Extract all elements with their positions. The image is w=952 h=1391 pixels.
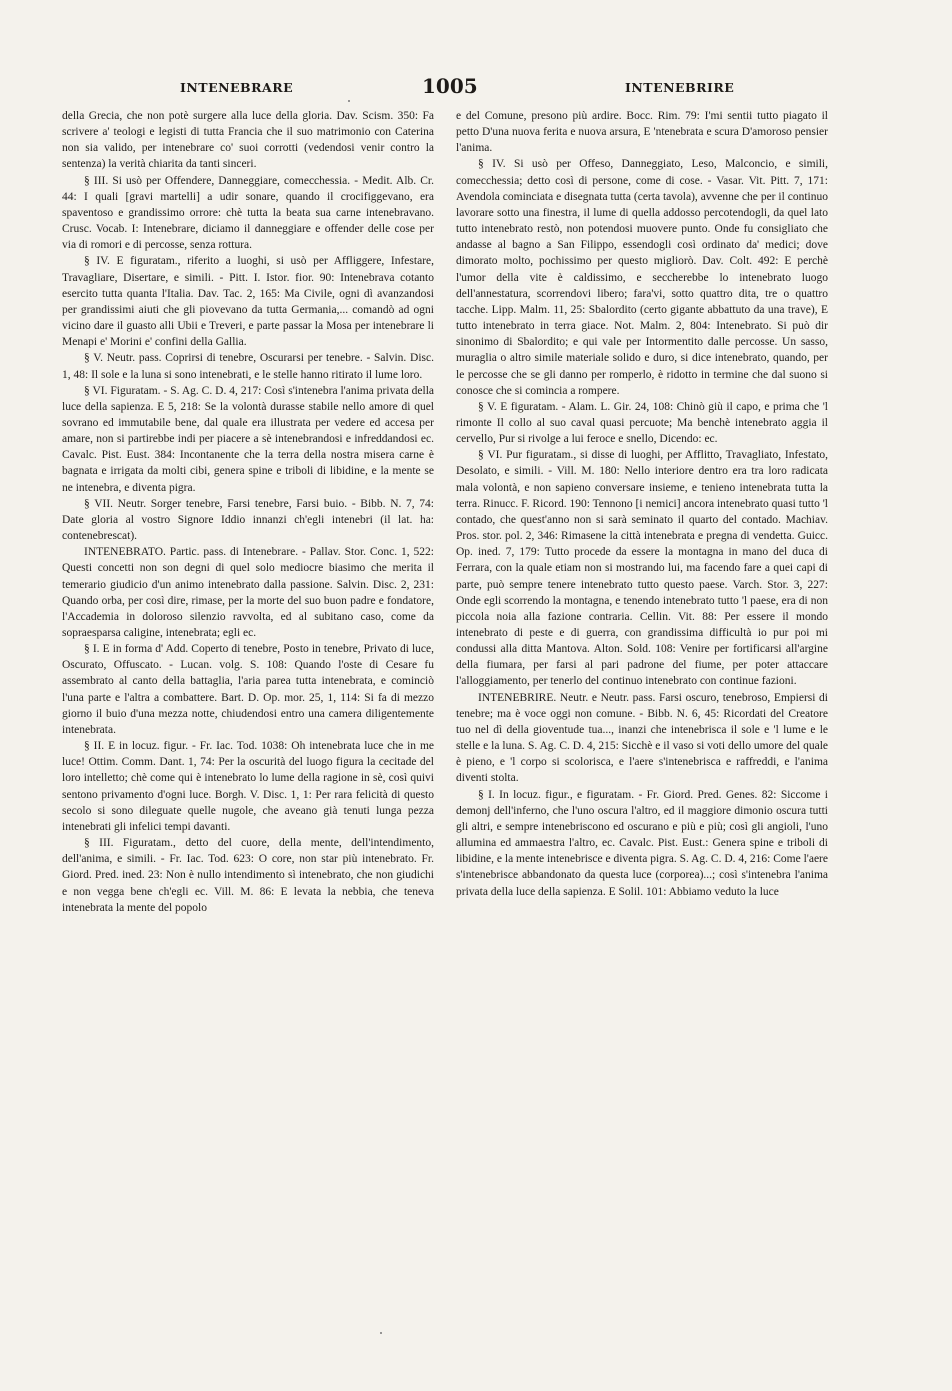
left-paragraph: § VI. Figuratam. - S. Ag. C. D. 4, 217: Così s'intenebra l'anima privata della luce della sapienza. E 5, 218: Se la volontà durasse stabile nello amore di quel sovrano ed immutabile bene, dal quale era illustrata per vedere ed accesa per amare, non si partirebbe indi per piacere a sè intenebrandosi e infreddandosi ec. Cavalc. Pist. Eust. 384: Incontanente che la terra della nostra misera carne è bagnata e irrigata da molti cibi, genera spine e triboli di libidine, e la mente se ne intenebra, e diventa pigra. [62, 384, 434, 494]
right-paragraph: e del Comune, presono più ardire. Bocc. Rim. 79: I'mi sentii tutto piagato il petto D'una nuova ferita e nuova arsura, E 'ntenebrata e scura D'amoroso pensier l'anima. [456, 110, 828, 155]
paper-speck [380, 1332, 382, 1334]
left-paragraph: § I. E in forma d' Add. Coperto di tenebre, Posto in tenebre, Privato di luce, Oscurato, Offuscato. - Lucan. volg. S. 108: Quando l'oste di Cesare fu assembrato al canto della battaglia, l'aria parea tutta intenebrata, e cominciò l'una parte e l'altra a combattere. Bart. D. Op. mor. 25, 1, 114: Si fa di mezzo giorno il buio d'una mezza notte, chiudendosi entro una camera diligentemente intenebrata. [62, 643, 434, 736]
entry-intenebrire: INTENEBRIRE. Neutr. e Neutr. pass. Farsi oscuro, tenebroso, Empiersi di tenebre; ma è voce oggi non comune. - Bibb. N. 6, 45: Ricordati del Creatore tuo nel dì della gioventude tua..., inanzi che intenebrisca il sole e 'l lume e le stelle e la luna. S. Ag. C. D. 4, 215: Sicchè e il vaso si voti dello umore del quale è pieno, e 'l corpo si scolorisca, e l'aere s'intenebrisca e raffreddi, e l'anima diventi stolta. [456, 691, 828, 785]
right-headword: INTENEBRIRE [625, 80, 735, 95]
entry-intenebrato: INTENEBRATO. Partic. pass. di Intenebrare. - Pallav. Stor. Conc. 1, 522: Questi concetti non son degni di quel solo mediocre biasimo che merita il temerario giudicio d'un animo intenebrato dalla passione. Salvin. Disc. 2, 231: Quando orba, per così dire, rimase, per la morte del suo buon padre e fondatore, l'Accademia in doloroso silenzio ravvolta, ed al subitano caso, come da sopraesparsa caligine, intenebrata; egli ec. [62, 546, 434, 639]
page-number: 1005 [422, 74, 478, 98]
right-paragraph: § V. E figuratam. - Alam. L. Gir. 24, 108: Chinò giù il capo, e prima che 'l rimonte Il collo al suo caval quasi percuote; Ma benchè intenebrato aggia il cervello, Pur si rivolge a lui feroce e snello, Dicendo: ec. [456, 400, 828, 446]
right-paragraph: § I. In locuz. figur., e figuratam. - Fr. Giord. Pred. Genes. 82: Siccome i demonj dell'inferno, che l'uno oscura l'altro, ed il maggiore dimonio oscura tutti gli altri, e sempre intenebriscono ed oscurano e più e più; così gli angioli, l'uno allumina ed ammaestra l'altro, ec. Cavalc. Pist. Eust.: Genera spine e triboli di libidine, e la mente intenebrisce e diventa pigra. S. Ag. C. D. 4, 216: Come l'aere s'intenebrisce abbandonato da questa luce (corporea)...; così s'intenebra l'anima privata della luce della sapienza. E Solil. 101: Abbiamo veduto la luce [456, 788, 828, 898]
left-paragraph: della Grecia, che non potè surgere alla luce della gloria. Dav. Scism. 350: Fa scrivere a' teologi e legisti di tutta Francia che il suo matrimonio con Caterina non sia valido, per intenebrare co' suoi corrotti (vedendosi venir contro la sentenza) la verità chiarita da tanti sinceri. [62, 110, 434, 171]
left-headword: INTENEBRARE [180, 80, 294, 95]
right-paragraph: § IV. Si usò per Offeso, Danneggiato, Leso, Malconcio, e simili, comecchessia; detto così di persone, come di cose. - Vasar. Vit. Pitt. 7, 171: Avendola cominciata e disegnata tutta (certa tavola), avvenne che per il continuo lavorare sotto una finestra, il lume di quella addosso percotendogli, da quel lato tutto intenebrato restò, non potendosi muovere punto. Onde fu consigliato che andasse al bagno a San Filippo, essendogli così ordinato da' medici; dove dimorato molto, pochissimo per questo migliorò. Dav. Colt. 492: E perchè l'umor della vite è caldissimo, e seccherebbe lo intenebrato luogo dell'annestatura, scorrendovi libero; fara'vi, sotto quattro dita, tre o quattro tacche. Lipp. Malm. 11, 25: Sbalordito (certo gigante abbattuto da una trave), E tutto intenebrato in terra giace. Not. Malm. 2, 804: Intenebrato. Si può dir sinonimo di Sbalordito; e qui vale per Intormentito dalle percosse. Un sasso, muraglia o altro simile materiale solido e duro, si dice intenebrato, quando, per le percosse che se gli danno per romperlo, è ridotto in termine che dal suono si conosce che si comincia a rompere. [456, 158, 828, 397]
paper-speck [348, 100, 350, 102]
left-paragraph: § III. Si usò per Offendere, Danneggiare, comecchessia. - Medit. Alb. Cr. 44: I quali [gravi martelli] a udir sonare, quando il crocifiggevano, era spaventoso e grandissimo orrore: chè tutta la beata sua carne intenebravano. Crusc. Vocab. I: Intenebrare, diciamo il danneggiare e offender delle cose per via di romori e di percosse, senza rottura. [62, 174, 434, 252]
right-paragraph: § VI. Pur figuratam., si disse di luoghi, per Afflitto, Travagliato, Infestato, Desolato, e simili. - Vill. M. 180: Nello interiore dentro era tra loro radicata mala volontà, e non sapieno conversare insieme, e tenieno intenebrata tutta la terra. Rinucc. F. Ricord. 190: Tennono [i nemici] ancora intenebrato quasi tutto 'l contado, che quest'anno non si sarà seminato il quarto del contado. Machiav. Pros. stor. pol. 2, 346: Rimasene la città intenebrata e pregna di vendetta. Guicc. Op. ined. 7, 179: Tutto procede da essere la montagna in mano del duca di Ferrara, con la quale etiam non si mostrando lui, ma facendo fare a quei capi di parte, può sempre tenere intenebrato tutto questo paese. Varch. Stor. 3, 227: Onde egli scorrendo la montagna, e tenendo intenebrato tutto 'l paese, era di non piccola noia alla fazione contraria. Cellin. Vit. 88: Per essere il mondo intenebrato di peste e di guerra, con grandissima difficultà io pur poi mi condussi alla ditta Mantova. Alton. Sold. 108: Venire per fortificarsi all'argine della fiumara, per farsi al pari padrone del fiume, per poter attaccare l'alloggiamento, per tenerlo del continuo intenebrato con continue fazioni. [456, 449, 828, 688]
right-column [456, 108, 828, 900]
left-paragraph: § VII. Neutr. Sorger tenebre, Farsi tenebre, Farsi buio. - Bibb. N. 7, 74: Date gloria al vostro Signore Iddio innanzi ch'egli intenebri (il lat. ha: contenebrescat). [62, 497, 434, 543]
left-column [62, 108, 434, 916]
left-paragraph: § III. Figuratam., detto del cuore, della mente, dell'intendimento, dell'anima, e simili. - Fr. Iac. Tod. 623: O core, non star più intenebrato. Fr. Giord. Pred. ined. 23: Non è nullo intendimento sì intenebrato, che non giudichi e non vegga bene ch'egli ec. Vill. M. 86: E levata la nebbia, che teneva intenebrata la mente del popolo [62, 837, 434, 914]
left-paragraph: § IV. E figuratam., riferito a luoghi, si usò per Affliggere, Infestare, Travagliare, Disertare, e simili. - Pitt. I. Istor. fior. 90: Intenebrava cotanto esercito tutta quanta l'Italia. Dav. Tac. 2, 165: Ma Civile, ogni dì avanzandosi per grandissimi aiuti che gli piovevano da tutta Germania,... comandò ad ogni vicino dare il guasto alli Ubii e Treveri, e parte passar la Mosa per intenebrare li Menapi e' Morini e' confini della Gallia. [62, 255, 434, 349]
left-paragraph: § II. E in locuz. figur. - Fr. Iac. Tod. 1038: Oh intenebrata luce che in me luce! Ottim. Comm. Dant. 1, 74: Per la oscurità del luogo figura la cecitade del loro intelletto; chè come qui è intenebrato lo lume della ragione in sè, così quivi sentono privamento d'ogni luce. Borgh. V. Disc. 1, 1: Per rara felicità di questo secolo si sono dileguate quelle nugole, che aveano già tenuti lunga pezza intenebrati gli infelici tempi davanti. [62, 740, 434, 833]
page-header [60, 76, 890, 100]
left-paragraph: § V. Neutr. pass. Coprirsi di tenebre, Oscurarsi per tenebre. - Salvin. Disc. 1, 48: Il sole e la luna si sono intenebrati, e le stelle hanno ritirato il lume loro. [62, 352, 434, 381]
